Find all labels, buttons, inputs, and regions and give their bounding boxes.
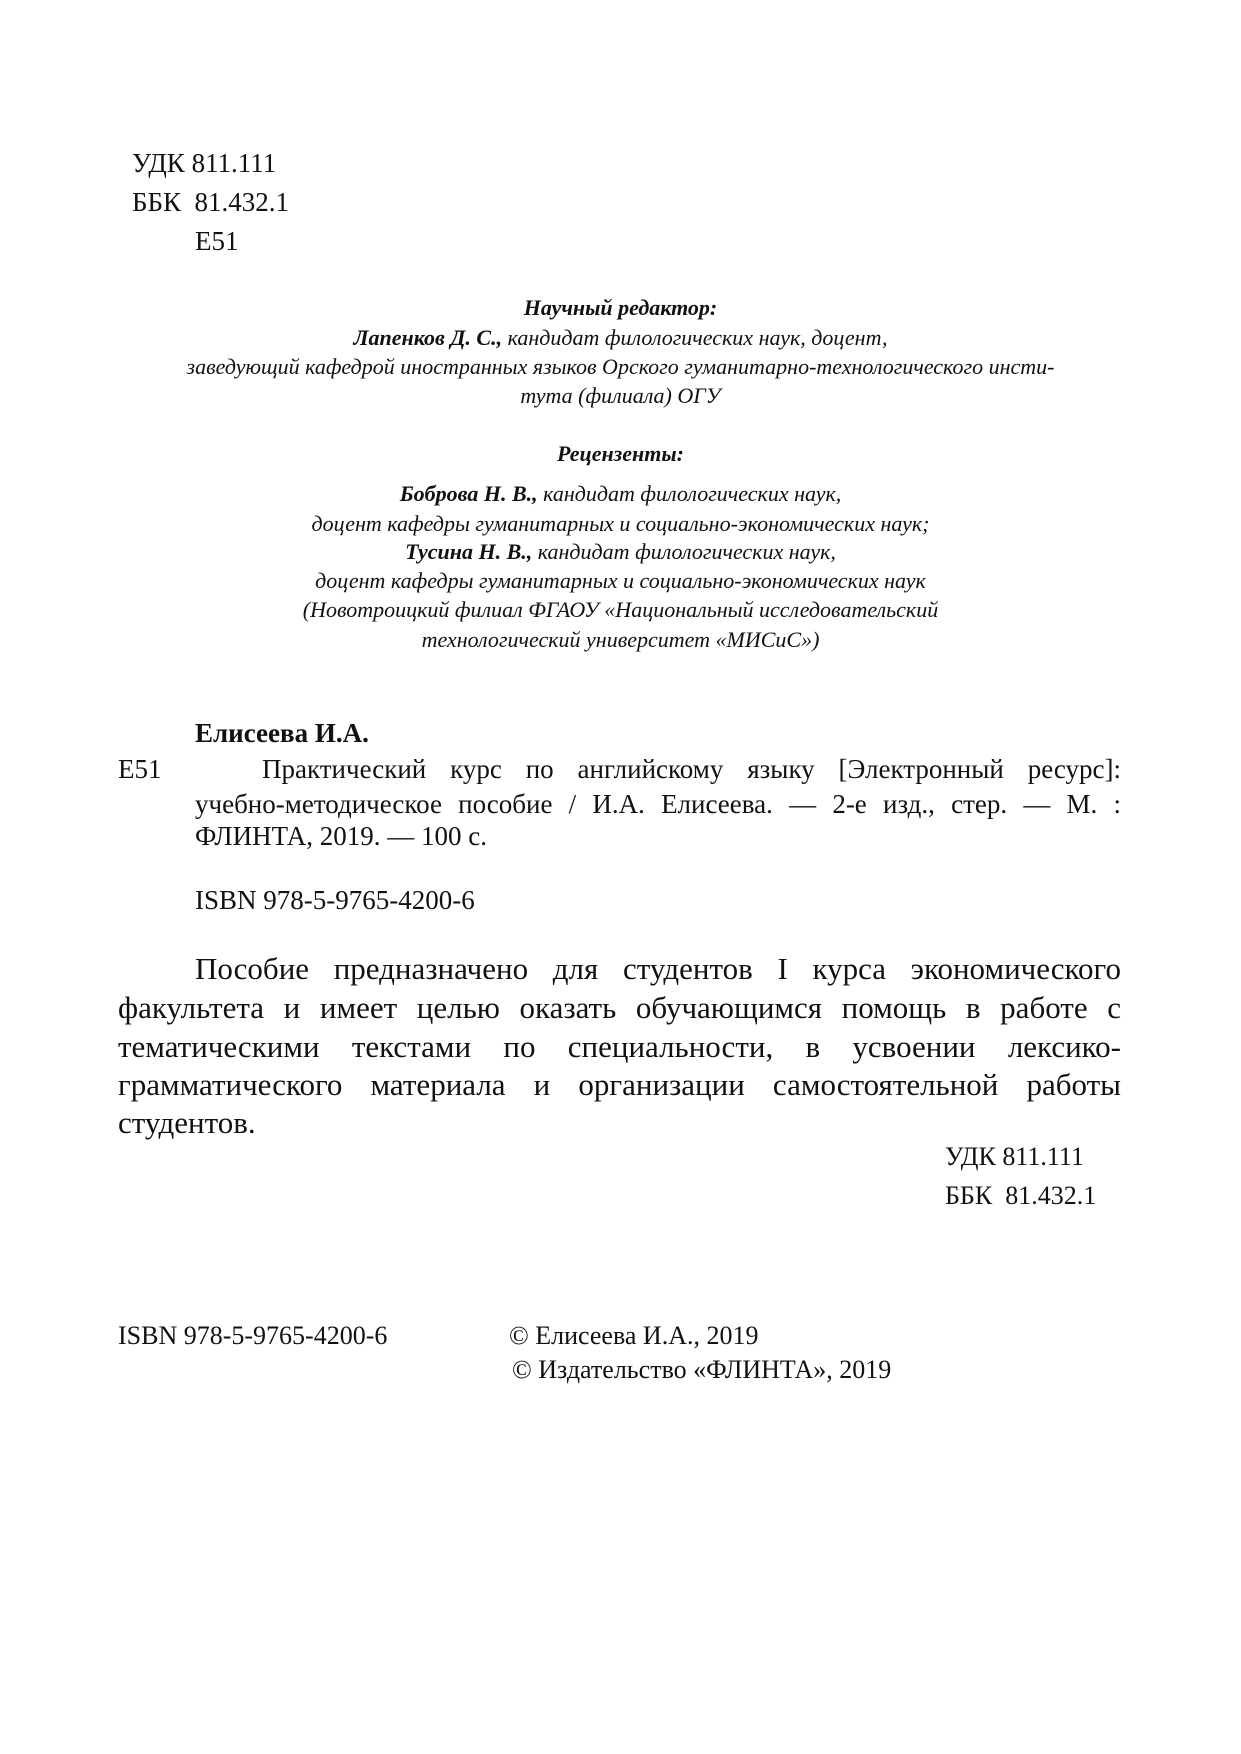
copyright-publisher: © Издательство «ФЛИНТА», 2019	[512, 1355, 892, 1384]
editor-line-2: заведующий кафедрой иностранных языков Орского гуманитарно-технологического инсти-	[186, 354, 1055, 379]
bib-line-3: ФЛИНТА, 2019. — 100 с.	[195, 821, 487, 851]
editor-line-1	[0, 327, 1241, 349]
reviewer-2-title: кандидат филологических наук,	[532, 539, 836, 564]
reviewers-heading	[0, 443, 1241, 465]
reviewer-2-line-3: (Новотроицкий филиал ФГАОУ «Национальный исследовательский	[302, 597, 939, 622]
bbk-code: ББК 81.432.1	[132, 187, 290, 217]
editor-line-3: тута (филиала) ОГУ	[520, 383, 721, 408]
footer-isbn: ISBN 978-5-9765-4200-6	[118, 1321, 388, 1350]
abstract-bbk: ББК 81.432.1	[945, 1181, 1097, 1210]
editor-heading-text: Научный редактор:	[523, 295, 718, 320]
abstract-line-4: грамматического материала и организации самостоятельной работы	[118, 1067, 1121, 1102]
copyright-author: © Елисеева И.А., 2019	[509, 1321, 759, 1350]
abstract-line-5: студентов.	[118, 1105, 256, 1140]
reviewer-1-name: Боброва Н. В.,	[399, 481, 538, 506]
abstract-line-3: тематическими текстами по специальности, в усвоении лексико-	[118, 1029, 1121, 1064]
reviewers-heading-text: Рецензенты:	[557, 441, 684, 466]
abstract-udk: УДК 811.111	[945, 1142, 1084, 1171]
bib-line-1: Практический курс по английскому языку [Электронный ресурс]:	[262, 754, 1121, 784]
reviewer-2-line-4: технологический университет «МИСиС»)	[421, 627, 820, 652]
abstract-line-2: факультета и имеет целью оказать обучающимся помощь в работе с	[118, 990, 1121, 1025]
author-mark: Е51	[195, 226, 239, 256]
reviewer-1-line-1	[0, 483, 1241, 505]
bib-isbn: ISBN 978-5-9765-4200-6	[195, 885, 475, 915]
editor-heading	[0, 297, 1241, 319]
editor-name: Лапенков Д. С.,	[353, 325, 503, 350]
udk-code: УДК 811.111	[132, 148, 277, 178]
reviewer-1-line-2: доцент кафедры гуманитарных и социально-экономических наук;	[311, 511, 930, 536]
editor-title: кандидат филологических наук, доцент,	[502, 325, 888, 350]
bib-line-2: учебно-методическое пособие / И.А. Елисеева. — 2-е изд., стер. — М. :	[195, 789, 1121, 819]
reviewer-2-line-1	[0, 541, 1241, 563]
reviewer-1-title: кандидат филологических наук,	[537, 481, 842, 506]
reviewer-2-name: Тусина Н. В.,	[405, 539, 533, 564]
abstract-line-1: Пособие предназначено для студентов I курса экономического	[195, 951, 1121, 986]
reviewer-2-line-2: доцент кафедры гуманитарных и социально-экономических наук	[315, 568, 926, 593]
bib-mark: Е51	[118, 754, 162, 784]
bib-author: Елисеева И.А.	[195, 718, 369, 748]
